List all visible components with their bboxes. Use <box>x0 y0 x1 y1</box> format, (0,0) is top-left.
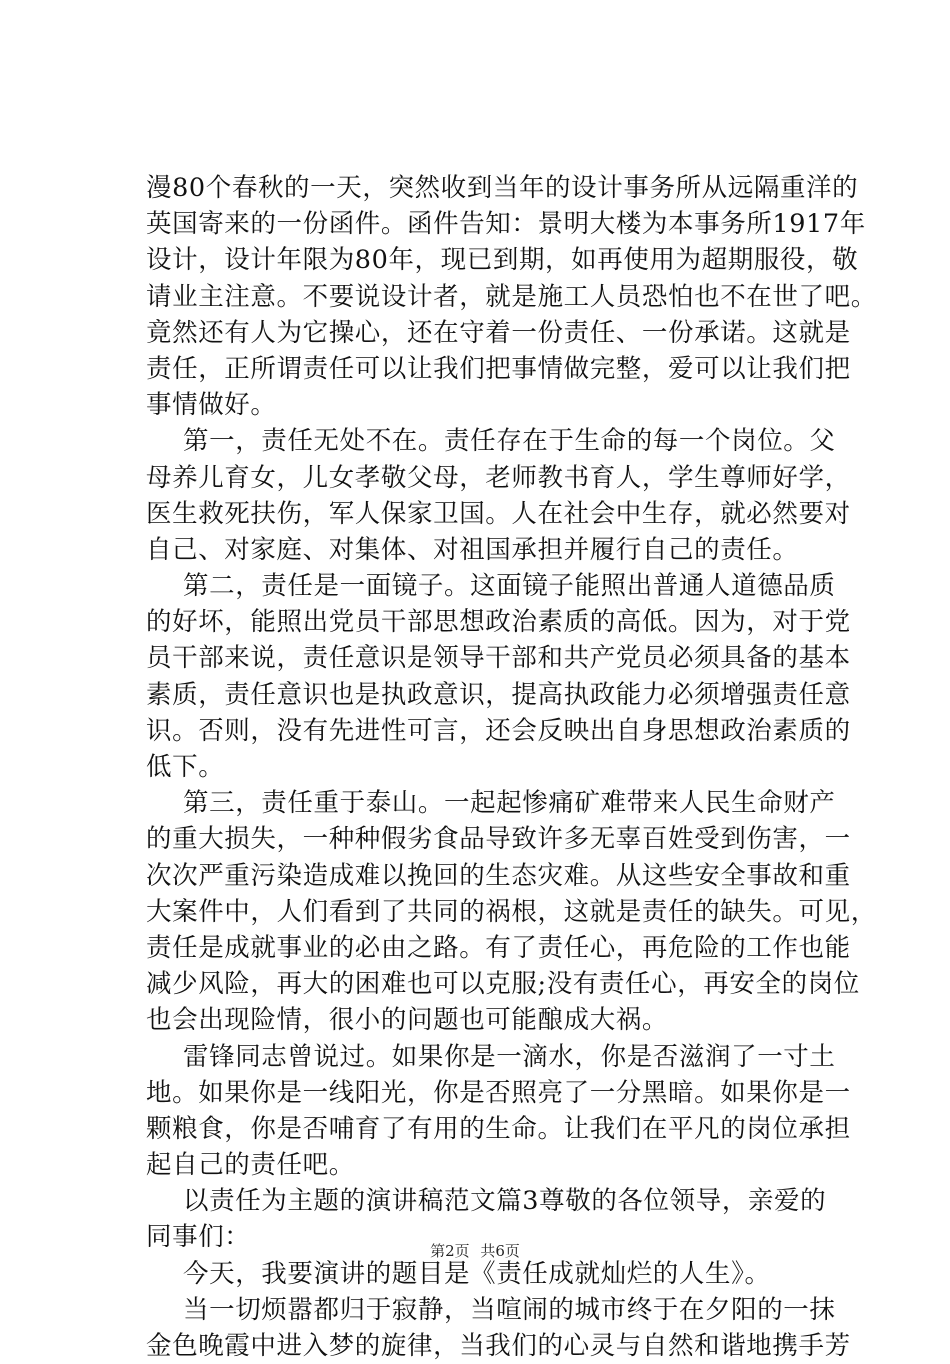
text-line: 第三，责任重于泰山。一起起惨痛矿难带来人民生命财产 <box>183 788 836 819</box>
page-number: 第2页 <box>430 1242 470 1260</box>
text-line: 当一切烦嚣都归于寂静，当喧闹的城市终于在夕阳的一抹 <box>183 1294 836 1325</box>
text-line: 竟然还有人为它操心，还在守着一份责任、一份承诺。这就是 <box>146 317 851 348</box>
text-line: 请业主注意。不要说设计者，就是施工人员恐怕也不在世了吧。 <box>146 281 877 312</box>
text-line: 第二，责任是一面镜子。这面镜子能照出普通人道德品质 <box>183 571 836 602</box>
text-line: 识。否则，没有先进性可言，还会反映出自身思想政治素质的 <box>146 715 851 746</box>
text-line: 员干部来说，责任意识是领导干部和共产党员必须具备的基本 <box>146 643 851 674</box>
text-line: 减少风险，再大的困难也可以克服;没有责任心，再安全的岗位 <box>146 969 860 1000</box>
text-line: 低下。 <box>146 752 225 782</box>
text-line: 责任是成就事业的必由之路。有了责任心，再危险的工作也能 <box>146 932 851 963</box>
text-line: 设计，设计年限为80年，现已到期，如再使用为超期服役，敬 <box>146 245 859 276</box>
text-line: 大案件中，人们看到了共同的祸根，这就是责任的缺失。可见， <box>146 896 877 927</box>
page-footer <box>0 1240 950 1261</box>
text-line: 素质，责任意识也是执政意识，提高执政能力必须增强责任意 <box>146 679 851 710</box>
text-line: 责任，正所谓责任可以让我们把事情做完整，爱可以让我们把 <box>146 353 851 384</box>
text-line: 同事们： <box>146 1222 251 1253</box>
text-line: 的重大损失，一种种假劣食品导致许多无辜百姓受到伤害，一 <box>146 824 851 855</box>
text-line: 自己、对家庭、对集体、对祖国承担并履行自己的责任。 <box>146 534 799 565</box>
text-line: 第一，责任无处不在。责任存在于生命的每一个岗位。父 <box>183 426 836 457</box>
text-line: 金色晚霞中进入梦的旋律，当我们的心灵与自然和谐地携手芳 <box>146 1331 851 1361</box>
text-line: 雷锋同志曾说过。如果你是一滴水，你是否滋润了一寸土 <box>183 1041 836 1072</box>
text-line: 医生救死扶伤，军人保家卫国。人在社会中生存，就必然要对 <box>146 498 851 529</box>
text-line: 英国寄来的一份函件。函件告知：景明大楼为本事务所1917年 <box>146 209 866 240</box>
text-line: 以责任为主题的演讲稿范文篇3尊敬的各位领导，亲爱的 <box>183 1186 827 1217</box>
text-line: 地。如果你是一线阳光，你是否照亮了一分黑暗。如果你是一 <box>146 1077 851 1108</box>
page-total: 共6页 <box>480 1242 520 1260</box>
text-line: 也会出现险情，很小的问题也可能酿成大祸。 <box>146 1005 669 1036</box>
text-line: 今天，我要演讲的题目是《责任成就灿烂的人生》。 <box>183 1258 771 1289</box>
text-line: 颗粮食，你是否哺育了有用的生命。让我们在平凡的岗位承担 <box>146 1113 851 1144</box>
document-body <box>146 170 877 1364</box>
text-line: 的好坏，能照出党员干部思想政治素质的高低。因为，对于党 <box>146 607 851 638</box>
text-line: 起自己的责任吧。 <box>146 1150 355 1181</box>
text-line: 漫80个春秋的一天，突然收到当年的设计事务所从远隔重洋的 <box>146 173 859 203</box>
text-line: 事情做好。 <box>146 390 277 421</box>
text-line: 母养儿育女，儿女孝敬父母，老师教书育人，学生尊师好学， <box>146 462 851 493</box>
text-line: 次次严重污染造成难以挽回的生态灾难。从这些安全事故和重 <box>146 860 851 891</box>
